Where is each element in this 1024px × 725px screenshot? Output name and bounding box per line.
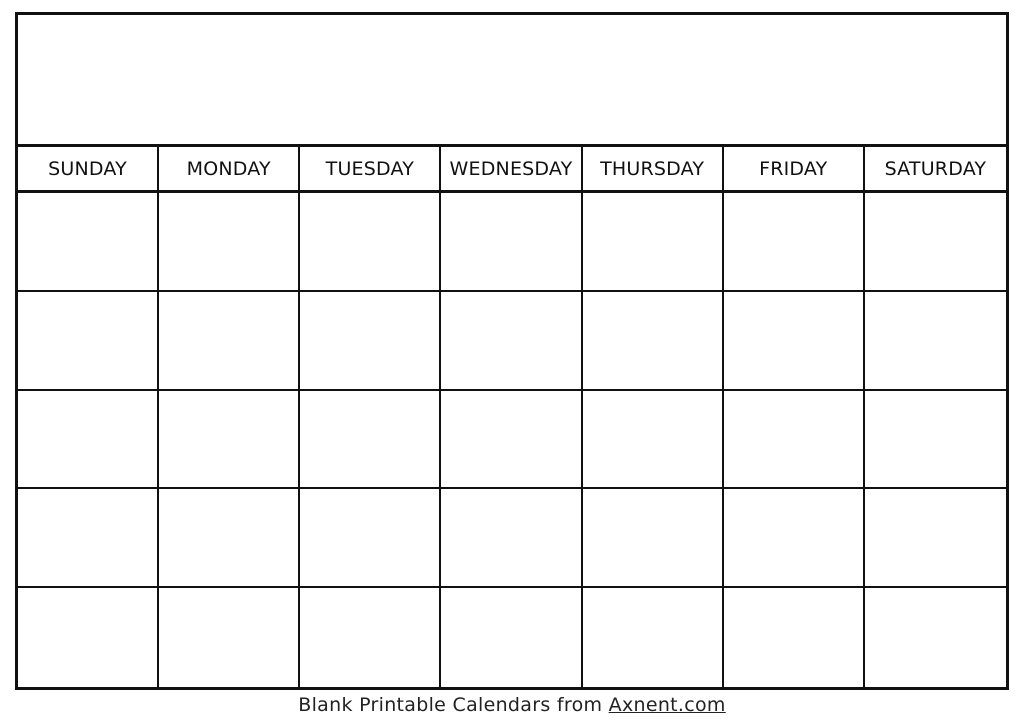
day-cell [441,489,582,588]
day-cell [159,391,300,490]
day-cell [724,292,865,391]
day-cell [583,391,724,490]
day-cell [300,193,441,292]
month-title-area [18,15,1006,147]
weekday-tuesday: TUESDAY [300,147,441,190]
weekday-saturday: SATURDAY [884,157,987,180]
weekday-thursday: THURSDAY [583,147,724,190]
day-cell [441,193,582,292]
day-cell [724,588,865,687]
day-cell [18,391,159,490]
weekday-header-row [18,147,1006,193]
weekday-friday: FRIDAY [724,147,865,190]
weekday-sunday: SUNDAY [18,147,159,190]
day-cell [441,588,582,687]
day-cell [583,588,724,687]
calendar-grid [15,12,1009,690]
day-cell [300,588,441,687]
day-cell [724,391,865,490]
weekday-wednesday: WEDNESDAY [441,147,582,190]
day-cell [300,489,441,588]
day-cell [865,489,1006,588]
weekday-monday: MONDAY [159,147,300,190]
day-cell [724,489,865,588]
day-cell [300,292,441,391]
day-cell [583,292,724,391]
day-cell [724,193,865,292]
day-cell [583,489,724,588]
footer-text: Blank Printable Calendars from [298,694,603,716]
day-cell [865,391,1006,490]
footer-link[interactable]: Axnent.com [608,694,726,716]
day-cell [441,391,582,490]
footer-credit [0,694,1024,716]
day-cell [583,193,724,292]
day-cell [18,292,159,391]
day-cell [865,193,1006,292]
day-cell [159,588,300,687]
day-cell [159,292,300,391]
day-cell [18,588,159,687]
day-cells-grid [18,193,1006,687]
day-cell [300,391,441,490]
day-cell [18,193,159,292]
day-cell [159,489,300,588]
day-cell [441,292,582,391]
day-cell [18,489,159,588]
day-cell [159,193,300,292]
day-cell [865,292,1006,391]
day-cell [865,588,1006,687]
